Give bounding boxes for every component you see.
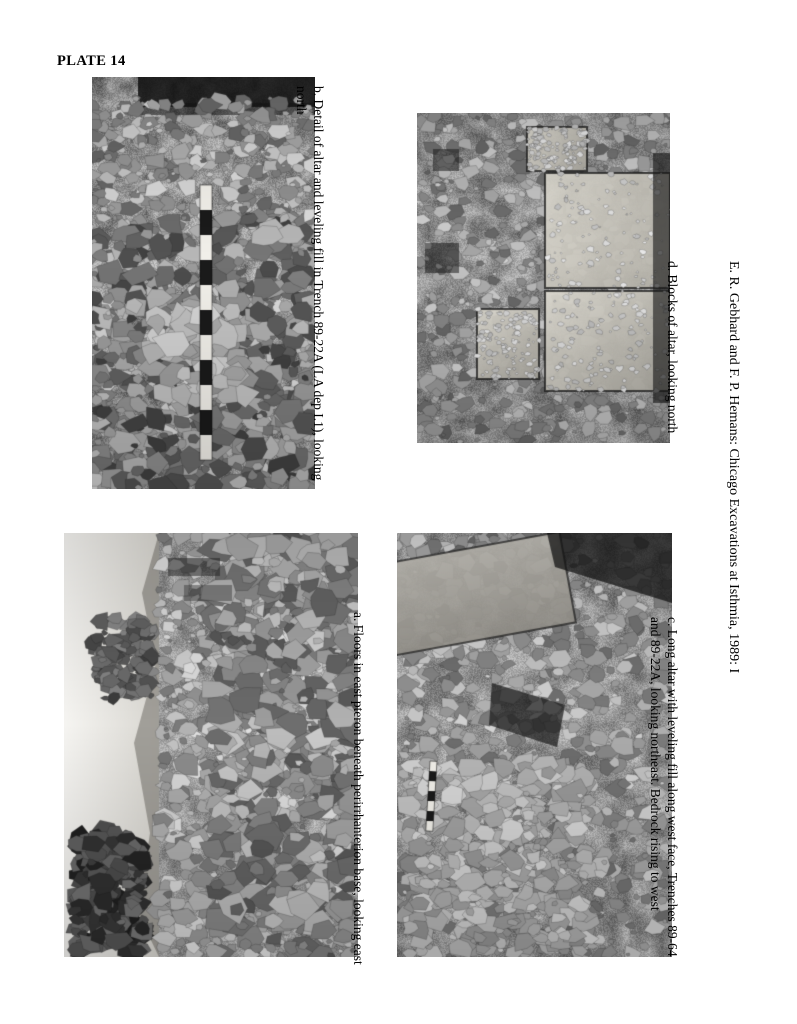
figure-d-photo <box>417 113 670 443</box>
figure-d-caption: d. Blocks of altar, looking north <box>665 261 680 434</box>
running-credit-line: E. R. Gebhard and F. P. Hemans: Chicago Excavations at Isthmia, 1989: I <box>726 261 741 674</box>
figure-a-caption: a. Floors in east pteron beneath perirrhanterion base, looking east <box>351 612 366 965</box>
figure-a-photo <box>64 533 358 957</box>
figure-b-caption: b. Detail of altar and leveling fill in Trench 89-22A (LA dep I.1), looking north <box>293 86 326 481</box>
figure-c-caption: c. Long altar with leveling fill along west face, Trenches 89-64 and 89-22A, looking northeast. Bedrock rising to west <box>647 617 680 957</box>
figure-c-photo <box>397 533 672 957</box>
figure-b-photo <box>92 77 315 489</box>
plate-label: PLATE 14 <box>57 53 126 69</box>
